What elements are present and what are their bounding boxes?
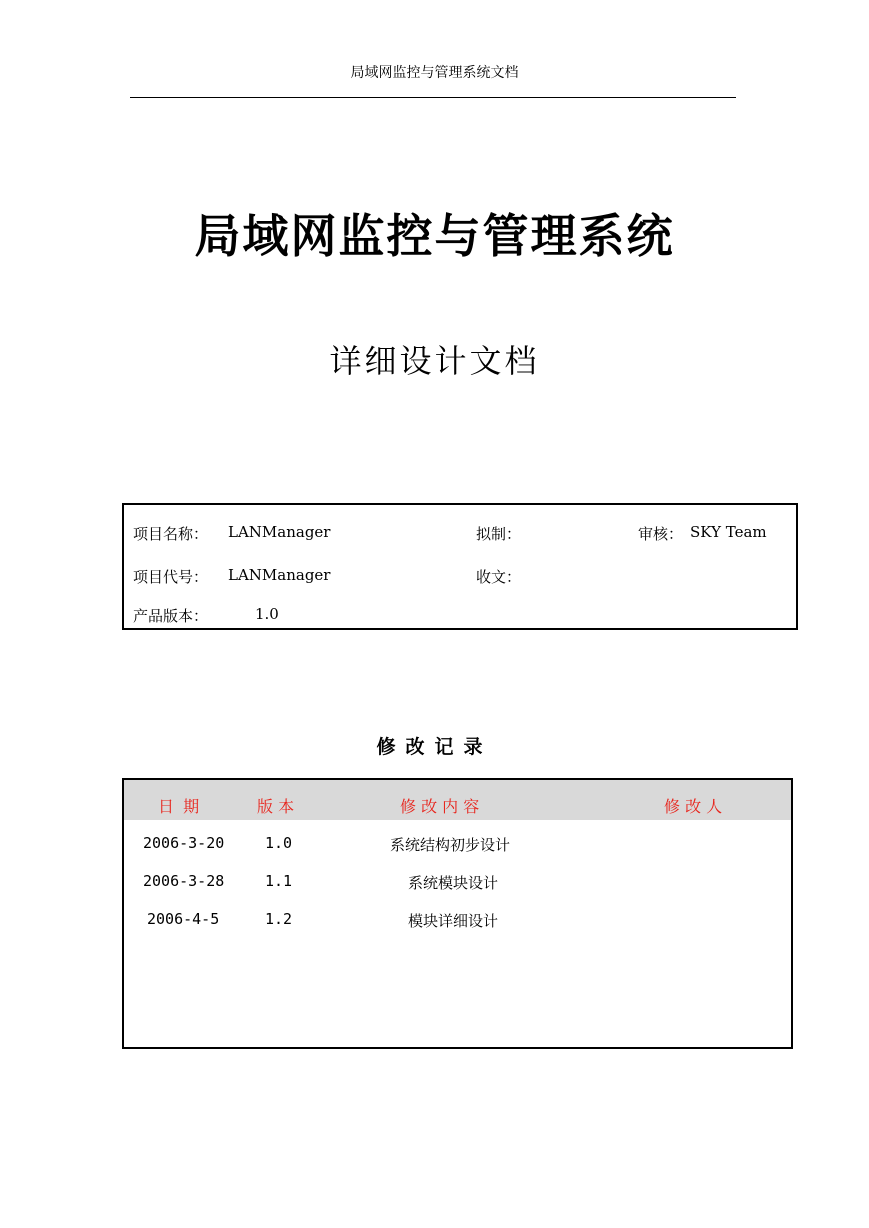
document-title: 局域网监控与管理系统: [194, 209, 675, 263]
project-name-value: LANManager: [228, 523, 331, 541]
column-header-author: 修 改 人: [664, 797, 723, 816]
revision-record-title: 修改记录: [376, 736, 493, 758]
received-label: 收文：: [476, 568, 522, 586]
table-row: [124, 872, 791, 896]
row-version: 1.0: [265, 834, 293, 852]
row-date: 2006-3-20: [143, 834, 225, 852]
row-version: 1.1: [265, 872, 293, 890]
row-version: 1.2: [265, 910, 293, 928]
document-subtitle: 详细设计文档: [329, 342, 540, 380]
row-date: 2006-4-5: [147, 910, 220, 928]
project-info-box: [122, 503, 798, 630]
header-rule: [130, 97, 736, 98]
column-header-version: 版 本: [257, 797, 295, 816]
row-content: 系统结构初步设计: [390, 836, 511, 854]
reviewer-label: 审核：: [638, 525, 684, 543]
page-header: 局域网监控与管理系统文档: [350, 65, 519, 81]
table-row: [124, 834, 791, 858]
column-header-content: 修 改 内 容: [400, 797, 480, 816]
row-content: 模块详细设计: [408, 912, 499, 930]
revision-table: [122, 778, 793, 1049]
reviewer-value: SKY Team: [690, 523, 767, 541]
project-code-label: 项目代号：: [133, 568, 209, 586]
product-version-label: 产品版本：: [133, 607, 209, 625]
drafter-label: 拟制：: [476, 525, 522, 543]
row-content: 系统模块设计: [408, 874, 499, 892]
table-row: [124, 910, 791, 934]
product-version-value: 1.0: [255, 605, 279, 623]
column-header-date: 日 期: [158, 797, 202, 816]
project-name-label: 项目名称：: [133, 525, 209, 543]
row-date: 2006-3-28: [143, 872, 225, 890]
project-code-value: LANManager: [228, 566, 331, 584]
revision-table-header: [124, 780, 791, 820]
